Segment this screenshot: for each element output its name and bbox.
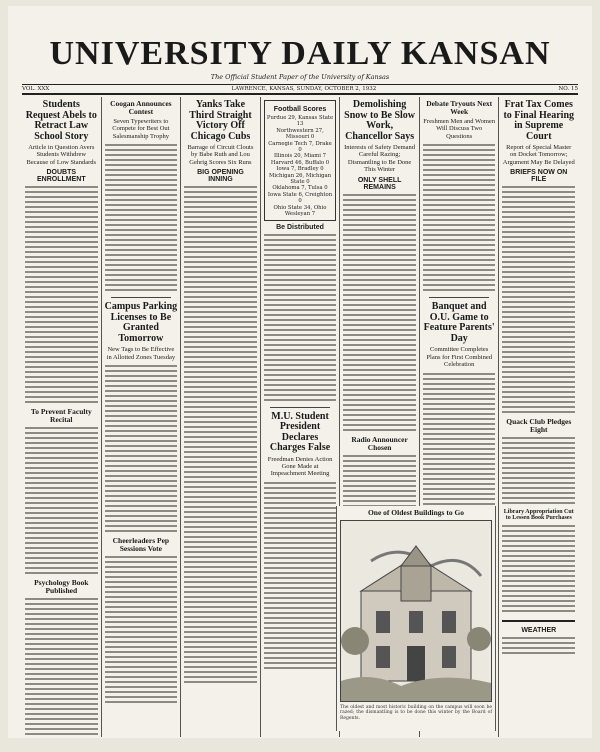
article-body bbox=[423, 143, 496, 293]
deck-law-school: Article in Question Avers Students Withdrew Because of Low Standards bbox=[26, 144, 97, 166]
headline-frat-tax: Frat Tax Comes to Final Hearing in Supreme Court bbox=[503, 99, 575, 142]
column-7 bbox=[499, 97, 578, 737]
headline-football-scores: Football Scores bbox=[273, 106, 327, 113]
section-be-distributed: Be Distributed bbox=[276, 223, 324, 231]
headline-parking-licenses: Campus Parking Licenses to Be Granted Tomorrow bbox=[104, 301, 178, 344]
article-body bbox=[264, 233, 337, 403]
photo-block bbox=[336, 506, 496, 731]
score-line: Michigan 26, Michigan State 0 bbox=[268, 172, 332, 186]
divider bbox=[429, 297, 490, 298]
weather-box bbox=[502, 620, 575, 654]
score-line: Northwestern 27, Missouri 0 bbox=[276, 127, 324, 141]
article-body bbox=[502, 524, 575, 614]
building-photo bbox=[340, 520, 492, 702]
photo-caption: The oldest and most historic building on the campus will soon be razed; the dismantling is to be done this winter by the Board of Regents. bbox=[340, 704, 492, 721]
article-body bbox=[343, 454, 416, 514]
score-line: Illinois 20, Miami 7 bbox=[274, 153, 327, 160]
article-body bbox=[502, 185, 575, 415]
article-body bbox=[502, 636, 575, 654]
score-line: Purdue 29, Kansas State 13 bbox=[266, 115, 334, 128]
deck-parking-licenses: New Tags to Be Effective in Allotted Zones Tuesday bbox=[106, 346, 176, 361]
divider bbox=[111, 297, 172, 298]
article-body bbox=[264, 481, 337, 671]
score-line: Harvard 46, Buffalo 0 bbox=[270, 159, 330, 166]
divider bbox=[270, 407, 331, 408]
weather-heading: WEATHER bbox=[521, 626, 557, 634]
issue-number: NO. 15 bbox=[558, 86, 578, 92]
building-illustration bbox=[341, 521, 491, 701]
headline-coogan-contest: Coogan Announces Contest bbox=[110, 99, 172, 116]
deck-parents-day: Committee Completes Plans for First Combined Celebration bbox=[426, 346, 492, 369]
headline-radio-announcer: Radio Announcer Chosen bbox=[351, 434, 408, 452]
article-body bbox=[105, 555, 178, 705]
article-body bbox=[105, 143, 178, 293]
section-only-shell: ONLY SHELL REMAINS bbox=[357, 176, 402, 191]
score-list bbox=[267, 115, 334, 218]
headline-faculty-recital: To Prevent Faculty Recital bbox=[30, 407, 92, 425]
dateline-bar bbox=[22, 84, 578, 95]
masthead bbox=[22, 36, 578, 95]
football-scores-box bbox=[264, 100, 337, 221]
score-line: Iowa State 6, Creighton 0 bbox=[267, 191, 333, 205]
score-line: Ohio State 34, Ohio Wesleyan 7 bbox=[273, 204, 327, 218]
article-body bbox=[105, 364, 178, 534]
column-1 bbox=[22, 97, 102, 737]
newspaper-subtitle: The Official Student Paper of the University of Kansas bbox=[210, 73, 390, 81]
deck-demolishing-snow: Interests of Safety Demand Careful Razing; Dismantling to Be Done This Winter bbox=[344, 144, 416, 174]
section-briefs-on-file: BRIEFS NOW ON FILE bbox=[510, 169, 568, 184]
column-2 bbox=[102, 97, 182, 737]
headline-law-school: Students Request Abels to Retract Law School Story bbox=[25, 99, 97, 142]
score-line: Iowa 7, Bradley 0 bbox=[276, 166, 324, 173]
article-body bbox=[25, 597, 98, 737]
article-body bbox=[25, 185, 98, 405]
newspaper-title: UNIVERSITY DAILY KANSAN bbox=[49, 35, 551, 72]
article-body bbox=[184, 185, 257, 685]
column-3 bbox=[181, 97, 261, 737]
article-body bbox=[343, 193, 416, 433]
photo-title: One of Oldest Buildings to Go bbox=[367, 508, 465, 517]
headline-debate-tryouts: Debate Tryouts Next Week bbox=[426, 99, 493, 116]
headline-parents-day: Banquet and O.U. Game to Feature Parents' Day bbox=[423, 301, 495, 344]
headline-quack-club: Quack Club Pledges Eight bbox=[506, 417, 572, 435]
headline-psychology-book: Psychology Book Published bbox=[34, 578, 89, 596]
volume-label: VOL. XXX bbox=[22, 86, 50, 92]
headline-library-cut: Library Appropriation Cut to Lessen Book Purchases bbox=[503, 509, 574, 522]
headline-demolishing-snow: Demolishing Snow to Be Slow Work, Chancellor Says bbox=[344, 99, 416, 142]
column-4 bbox=[261, 97, 341, 737]
deck-mu-president: Freedman Denies Action Gone Made at Impeachment Meeting bbox=[267, 455, 333, 478]
deck-yanks-victory: Barrage of Circuit Clouts by Babe Ruth and Lou Gehrig Scores Six Runs bbox=[187, 144, 254, 166]
headline-mu-president: M.U. Student President Declares Charges False bbox=[269, 410, 331, 453]
article-body bbox=[502, 436, 575, 506]
score-line: Carnegie Tech 7, Drake 0 bbox=[268, 140, 332, 154]
deck-coogan-contest: Seven Typewriters to Compete for Best Out Salesmanship Trophy bbox=[112, 117, 170, 140]
headline-yanks-victory: Yanks Take Third Straight Victory Off Chicago Cubs bbox=[189, 99, 252, 142]
deck-frat-tax: Report of Special Master on Docket Tomorrow; Argument May Be Delayed bbox=[502, 144, 575, 166]
newspaper-page bbox=[8, 6, 592, 738]
deck-debate-tryouts: Freshmen Men and Women Will Discuss Two Questions bbox=[423, 117, 496, 140]
article-body bbox=[25, 426, 98, 576]
section-big-opening: BIG OPENING INNING bbox=[197, 169, 244, 184]
score-line: Oklahoma 7, Tulsa 0 bbox=[272, 185, 328, 192]
date-label: LAWRENCE, KANSAS, SUNDAY, OCTOBER 2, 1932 bbox=[231, 86, 377, 92]
article-body bbox=[423, 372, 496, 512]
section-doubts-enrollment: DOUBTS ENROLLMENT bbox=[36, 169, 86, 184]
headline-cheerleaders: Cheerleaders Pep Sessions Vote bbox=[112, 536, 170, 553]
